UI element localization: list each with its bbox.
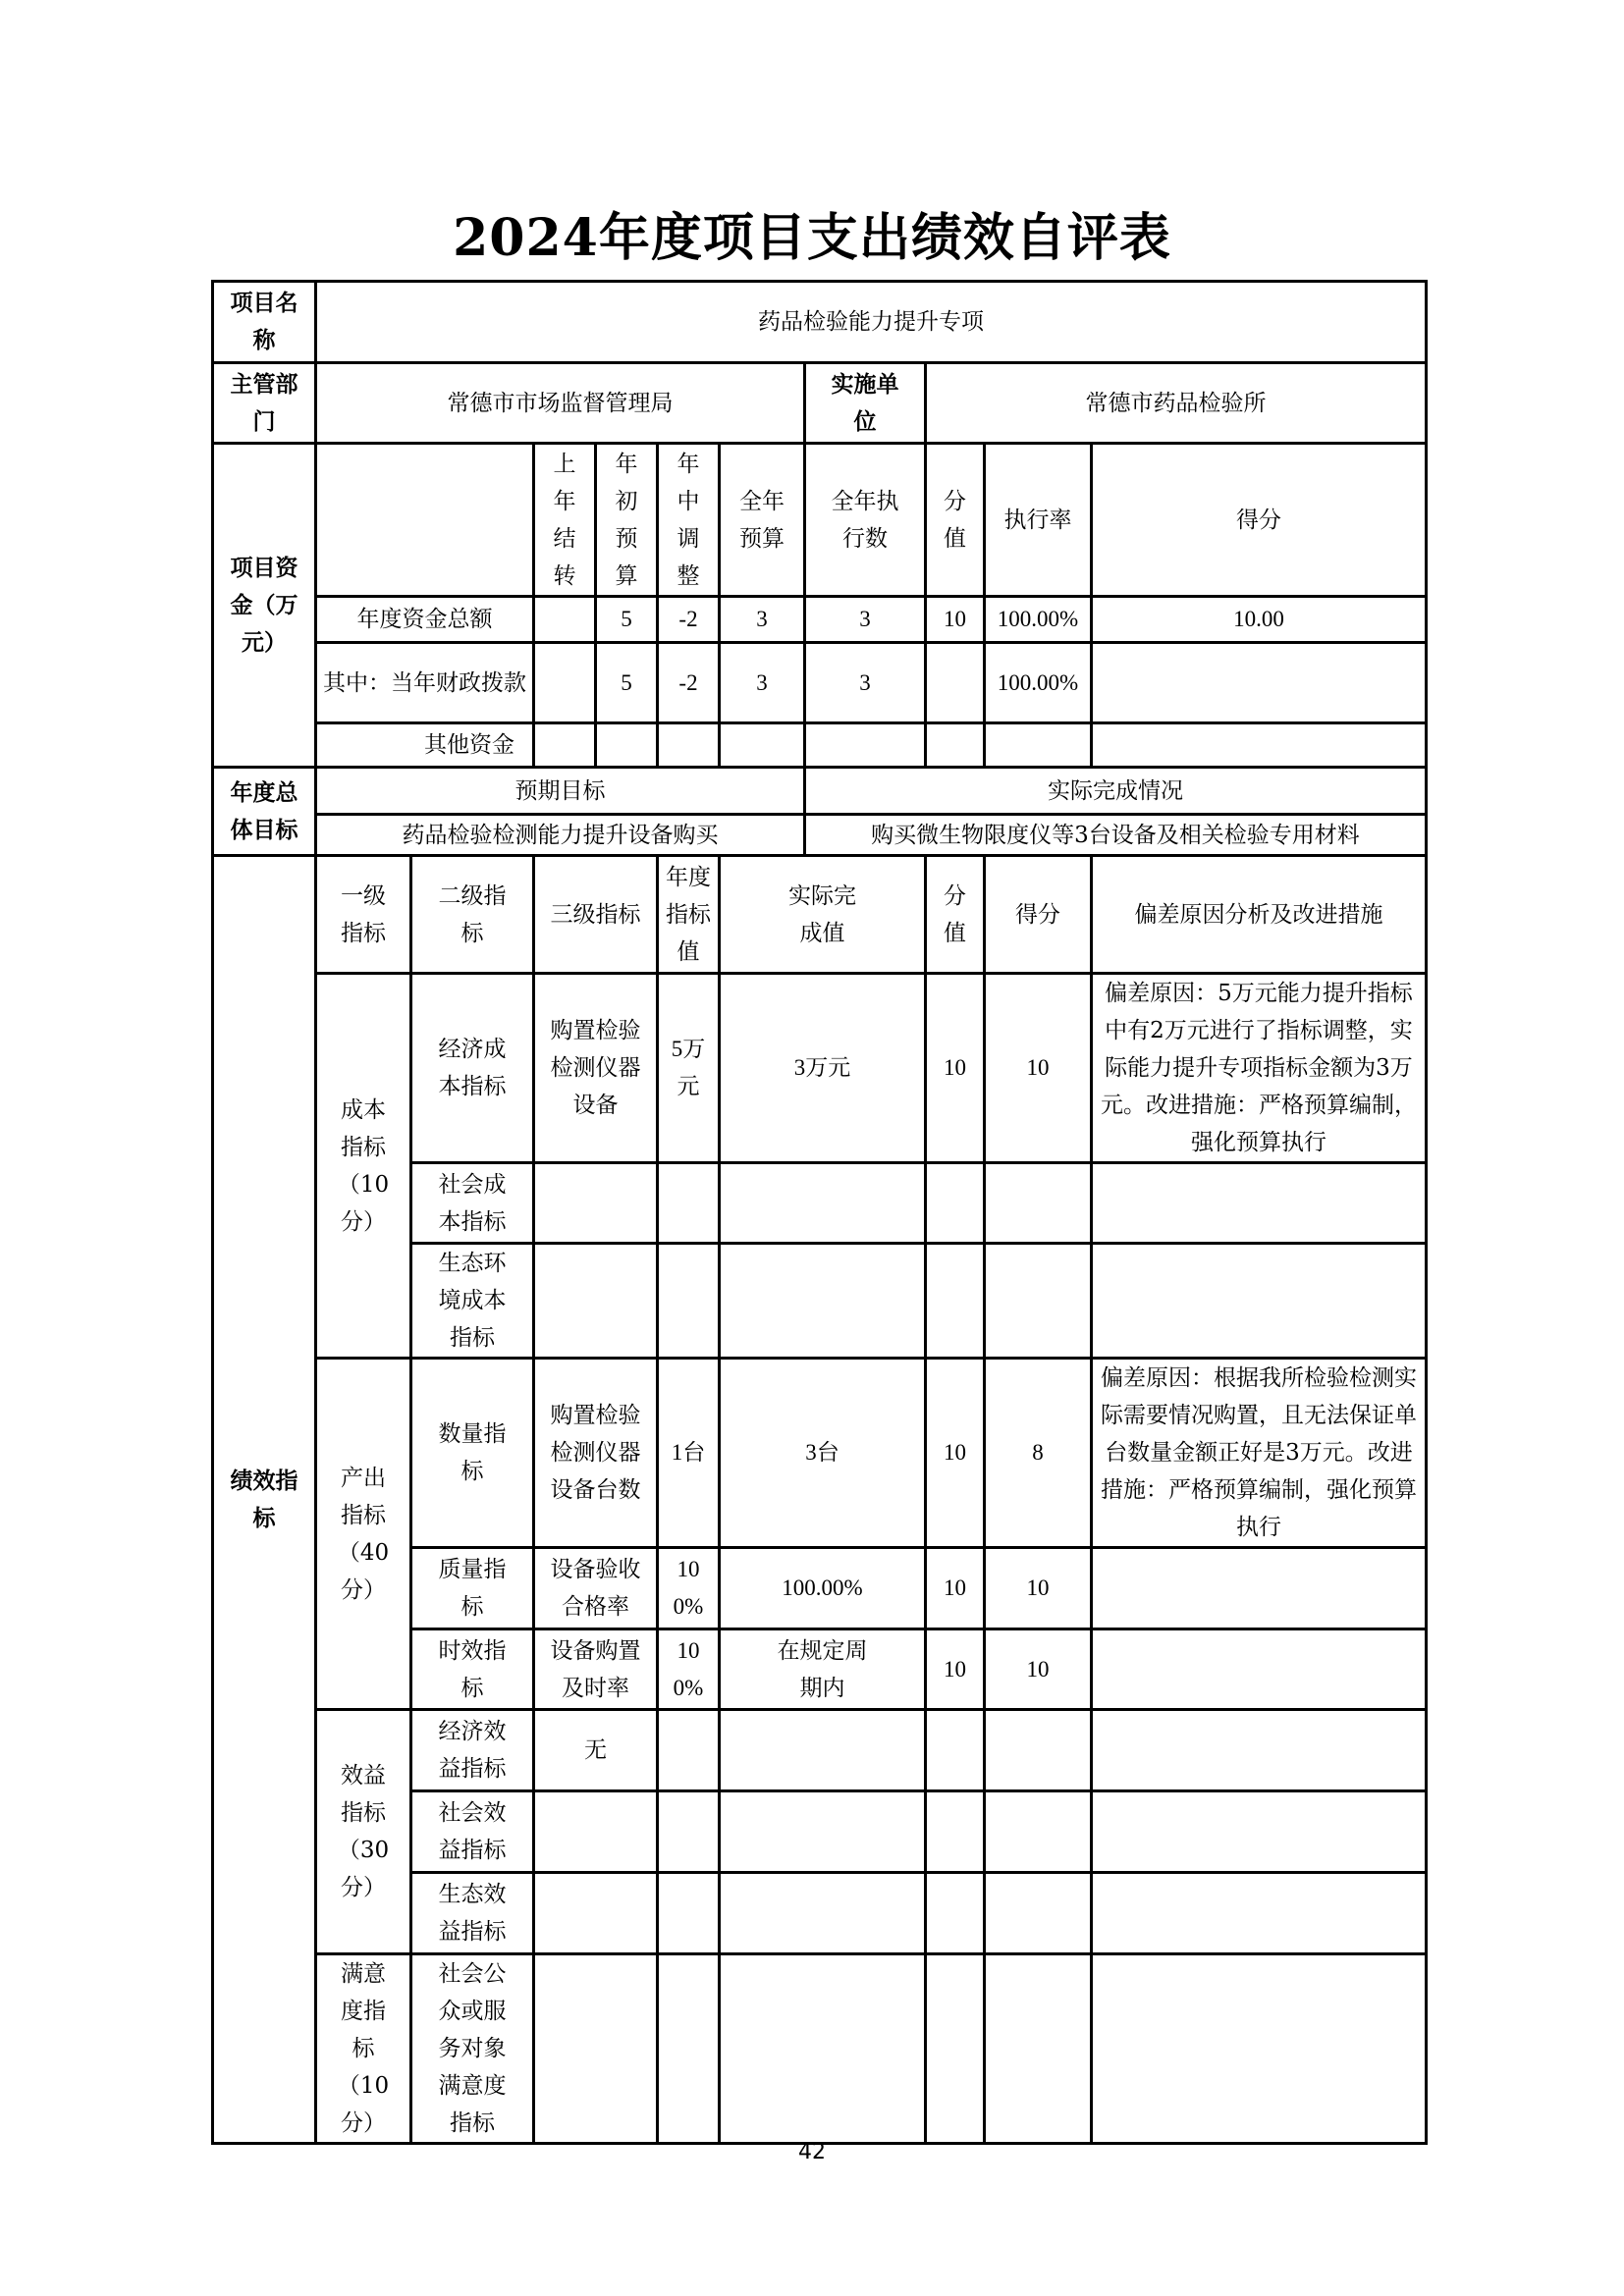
funds-row-executed: 3: [805, 597, 926, 643]
target: 100%: [658, 1548, 720, 1629]
funds-row-prev: [534, 643, 596, 723]
level3: [534, 1873, 658, 1954]
score-value: 10: [926, 1359, 985, 1548]
score: [985, 1163, 1092, 1244]
ind-header-target: 年度指标值: [658, 856, 720, 974]
level2: 生态环境成本指标: [411, 1244, 534, 1359]
score: [985, 1710, 1092, 1791]
level3: 设备购置及时率: [534, 1629, 658, 1710]
actual: 100.00%: [720, 1548, 926, 1629]
score: 10: [985, 1548, 1092, 1629]
dept-value: 常德市市场监督管理局: [316, 363, 805, 444]
goals-header-row: [213, 768, 1427, 815]
funds-row-prev: [534, 723, 596, 768]
funds-row-score: [1092, 643, 1427, 723]
funds-row-initial: 5: [596, 643, 658, 723]
target: [658, 1954, 720, 2144]
score: [985, 1873, 1092, 1954]
score-value: 10: [926, 1548, 985, 1629]
actual: [720, 1244, 926, 1359]
level3: 购置检验检测仪器设备台数: [534, 1359, 658, 1548]
funds-row-annual: 3: [720, 597, 805, 643]
level2: 质量指标: [411, 1548, 534, 1629]
level3: [534, 1791, 658, 1873]
score-value: [926, 1954, 985, 2144]
level1-benefit: 效益指标（30分）: [316, 1710, 411, 1954]
actual: [720, 1954, 926, 2144]
funds-row-executed: 3: [805, 643, 926, 723]
funds-row-initial: 5: [596, 597, 658, 643]
level3: [534, 1244, 658, 1359]
score-value: [926, 1710, 985, 1791]
funds-header-score: 得分: [1092, 444, 1427, 597]
project-name-label: 项目名称: [213, 282, 316, 363]
funds-row-adjust: [658, 723, 720, 768]
performance-table: [211, 280, 1428, 2145]
indicator-row: [213, 1710, 1427, 1791]
level3: [534, 1163, 658, 1244]
target: [658, 1244, 720, 1359]
score: [985, 1791, 1092, 1873]
indicators-header-row: [213, 856, 1427, 974]
funds-header-executed: 全年执行数: [805, 444, 926, 597]
target: 1台: [658, 1359, 720, 1548]
deviation-note: [1092, 1163, 1427, 1244]
goals-expected-header: 预期目标: [316, 768, 805, 815]
ind-header-level2: 二级指标: [411, 856, 534, 974]
score: 10: [985, 1629, 1092, 1710]
level2: 经济效益指标: [411, 1710, 534, 1791]
funds-row-rate: 100.00%: [985, 643, 1092, 723]
unit-value: 常德市药品检验所: [926, 363, 1427, 444]
funds-header-row: [213, 444, 1427, 597]
score-value: [926, 1873, 985, 1954]
dept-label: 主管部门: [213, 363, 316, 444]
funds-row-adjust: -2: [658, 643, 720, 723]
goals-label: 年度总体目标: [213, 768, 316, 856]
funds-row-score-value: [926, 643, 985, 723]
level2: 时效指标: [411, 1629, 534, 1710]
funds-row-annual: [720, 723, 805, 768]
level1-cost: 成本指标（10分）: [316, 974, 411, 1359]
funds-header-annual: 全年预算: [720, 444, 805, 597]
indicators-label: 绩效指标: [213, 856, 316, 2144]
deviation-note: [1092, 1629, 1427, 1710]
deviation-note: [1092, 1548, 1427, 1629]
ind-header-score: 得分: [985, 856, 1092, 974]
actual: 3台: [720, 1359, 926, 1548]
score-value: [926, 1244, 985, 1359]
level1-output: 产出指标（40分）: [316, 1359, 411, 1710]
dept-row: [213, 363, 1427, 444]
actual: [720, 1791, 926, 1873]
funds-row: [213, 723, 1427, 768]
score: [985, 1244, 1092, 1359]
score: 8: [985, 1359, 1092, 1548]
goals-actual-value: 购买微生物限度仪等3台设备及相关检验专用材料: [805, 815, 1427, 856]
funds-header-blank: [316, 444, 534, 597]
level2: 数量指标: [411, 1359, 534, 1548]
deviation-note: [1092, 1954, 1427, 2144]
ind-header-note: 偏差原因分析及改进措施: [1092, 856, 1427, 974]
funds-row-adjust: -2: [658, 597, 720, 643]
actual: 3万元: [720, 974, 926, 1163]
funds-row-score: [1092, 723, 1427, 768]
funds-header-adjust: 年中调整: [658, 444, 720, 597]
page-number: 42: [798, 2140, 826, 2164]
level2: 社会效益指标: [411, 1791, 534, 1873]
score: [985, 1954, 1092, 2144]
funds-header-initial: 年初预算: [596, 444, 658, 597]
actual: 在规定周期内: [720, 1629, 926, 1710]
project-name-value: 药品检验能力提升专项: [316, 282, 1427, 363]
level1-satisfaction: 满意度指标（10分）: [316, 1954, 411, 2144]
funds-row-executed: [805, 723, 926, 768]
funds-row-score-value: [926, 723, 985, 768]
deviation-note: [1092, 1710, 1427, 1791]
document-title: 2024年度项目支出绩效自评表: [453, 208, 1171, 268]
score-value: [926, 1163, 985, 1244]
goals-actual-header: 实际完成情况: [805, 768, 1427, 815]
funds-row-rate: [985, 723, 1092, 768]
level2: 生态效益指标: [411, 1873, 534, 1954]
project-name-row: [213, 282, 1427, 363]
score: 10: [985, 974, 1092, 1163]
funds-row-name: 年度资金总额: [316, 597, 534, 643]
funds-label: 项目资金（万元）: [213, 444, 316, 768]
funds-row-score: 10.00: [1092, 597, 1427, 643]
funds-row-rate: 100.00%: [985, 597, 1092, 643]
target: 5万元: [658, 974, 720, 1163]
ind-header-level3: 三级指标: [534, 856, 658, 974]
deviation-note: 偏差原因：5万元能力提升指标中有2万元进行了指标调整，实际能力提升专项指标金额为3万元。改进措施：严格预算编制，强化预算执行: [1092, 974, 1427, 1163]
deviation-note: [1092, 1791, 1427, 1873]
funds-row-initial: [596, 723, 658, 768]
score-value: [926, 1791, 985, 1873]
actual: [720, 1710, 926, 1791]
target: [658, 1873, 720, 1954]
level2: 社会成本指标: [411, 1163, 534, 1244]
goals-expected-value: 药品检验检测能力提升设备购买: [316, 815, 805, 856]
target: [658, 1710, 720, 1791]
level3: 购置检验检测仪器设备: [534, 974, 658, 1163]
score-value: 10: [926, 1629, 985, 1710]
actual: [720, 1163, 926, 1244]
funds-row-name: 其中：当年财政拨款: [316, 643, 534, 723]
indicator-row: [213, 1359, 1427, 1548]
funds-row-prev: [534, 597, 596, 643]
actual: [720, 1873, 926, 1954]
score-value: 10: [926, 974, 985, 1163]
ind-header-actual: 实际完成值: [720, 856, 926, 974]
level3: 设备验收合格率: [534, 1548, 658, 1629]
indicator-row: [213, 1954, 1427, 2144]
indicator-row: [213, 974, 1427, 1163]
funds-header-prev: 上年结转: [534, 444, 596, 597]
level3: [534, 1954, 658, 2144]
level2: 经济成本指标: [411, 974, 534, 1163]
level2: 社会公众或服务对象满意度指标: [411, 1954, 534, 2144]
unit-label: 实施单位: [805, 363, 926, 444]
funds-row: [213, 597, 1427, 643]
deviation-note: [1092, 1873, 1427, 1954]
funds-header-rate: 执行率: [985, 444, 1092, 597]
funds-row-name: 其他资金: [316, 723, 534, 768]
funds-row: [213, 643, 1427, 723]
funds-header-score-value: 分值: [926, 444, 985, 597]
ind-header-level1: 一级指标: [316, 856, 411, 974]
goals-value-row: [213, 815, 1427, 856]
deviation-note: 偏差原因：根据我所检验检测实际需要情况购置，且无法保证单台数量金额正好是3万元。改进措施：严格预算编制，强化预算执行: [1092, 1359, 1427, 1548]
target: [658, 1163, 720, 1244]
funds-row-annual: 3: [720, 643, 805, 723]
target: 100%: [658, 1629, 720, 1710]
ind-header-score-value: 分值: [926, 856, 985, 974]
funds-row-score-value: 10: [926, 597, 985, 643]
target: [658, 1791, 720, 1873]
level3: 无: [534, 1710, 658, 1791]
deviation-note: [1092, 1244, 1427, 1359]
